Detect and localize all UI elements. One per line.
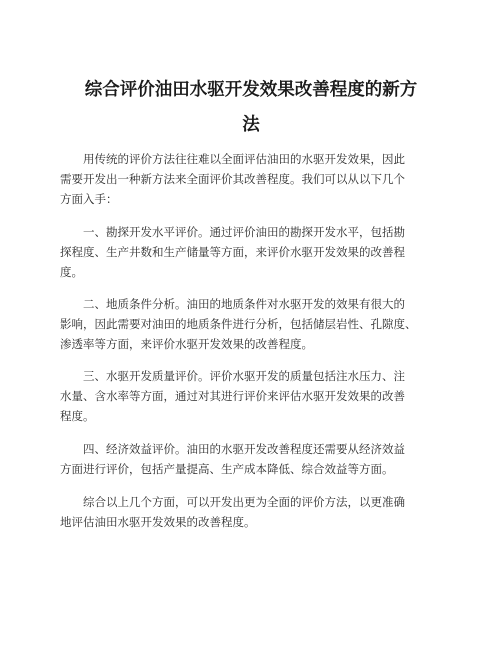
paragraph-1-line-2: 需要开发出一种新方法来全面评价其改善程度。我们可以从以下几个	[60, 172, 405, 186]
paragraph-2-line-1: 一、勘探开发水平评价。通过评价油田的勘探开发水平，包括勘	[83, 225, 405, 239]
paragraph-1-line-3: 方面入手：	[60, 192, 118, 206]
paragraph-4-line-2: 水量、含水率等方面，通过对其进行评价来评估水驱开发效果的改善	[60, 389, 405, 403]
paragraph-3-line-1: 二、地质条件分析。油田的地质条件对水驱开发的效果有很大的	[83, 297, 405, 311]
paragraph-2-line-2: 探程度、生产井数和生产储量等方面，来评价水驱开发效果的改善程	[60, 245, 405, 259]
paragraph-6-line-1: 综合以上几个方面，可以开发出更为全面的评价方法，以更准确	[83, 495, 405, 509]
paragraph-3-line-3: 渗透率等方面，来评价水驱开发效果的改善程度。	[60, 337, 313, 351]
document-title-line-2: 法	[242, 115, 260, 135]
paragraph-3-line-2: 影响，因此需要对油田的地质条件进行分析，包括储层岩性、孔隙度、	[60, 317, 417, 331]
paragraph-5-line-1: 四、经济效益评价。油田的水驱开发改善程度还需要从经济效益	[83, 442, 405, 456]
paragraph-2-line-3: 度。	[60, 265, 83, 279]
paragraph-6-line-2: 地评估油田水驱开发效果的改善程度。	[60, 515, 256, 529]
document-title-line-1: 综合评价油田水驱开发效果改善程度的新方	[84, 80, 418, 100]
paragraph-4-line-1: 三、水驱开发质量评价。评价水驱开发的质量包括注水压力、注	[83, 369, 405, 383]
paragraph-5-line-2: 方面进行评价，包括产量提高、生产成本降低、综合效益等方面。	[60, 462, 394, 476]
paragraph-1-line-1: 用传统的评价方法往往难以全面评估油田的水驱开发效果，因此	[83, 152, 405, 166]
paragraph-4-line-3: 程度。	[60, 409, 95, 423]
